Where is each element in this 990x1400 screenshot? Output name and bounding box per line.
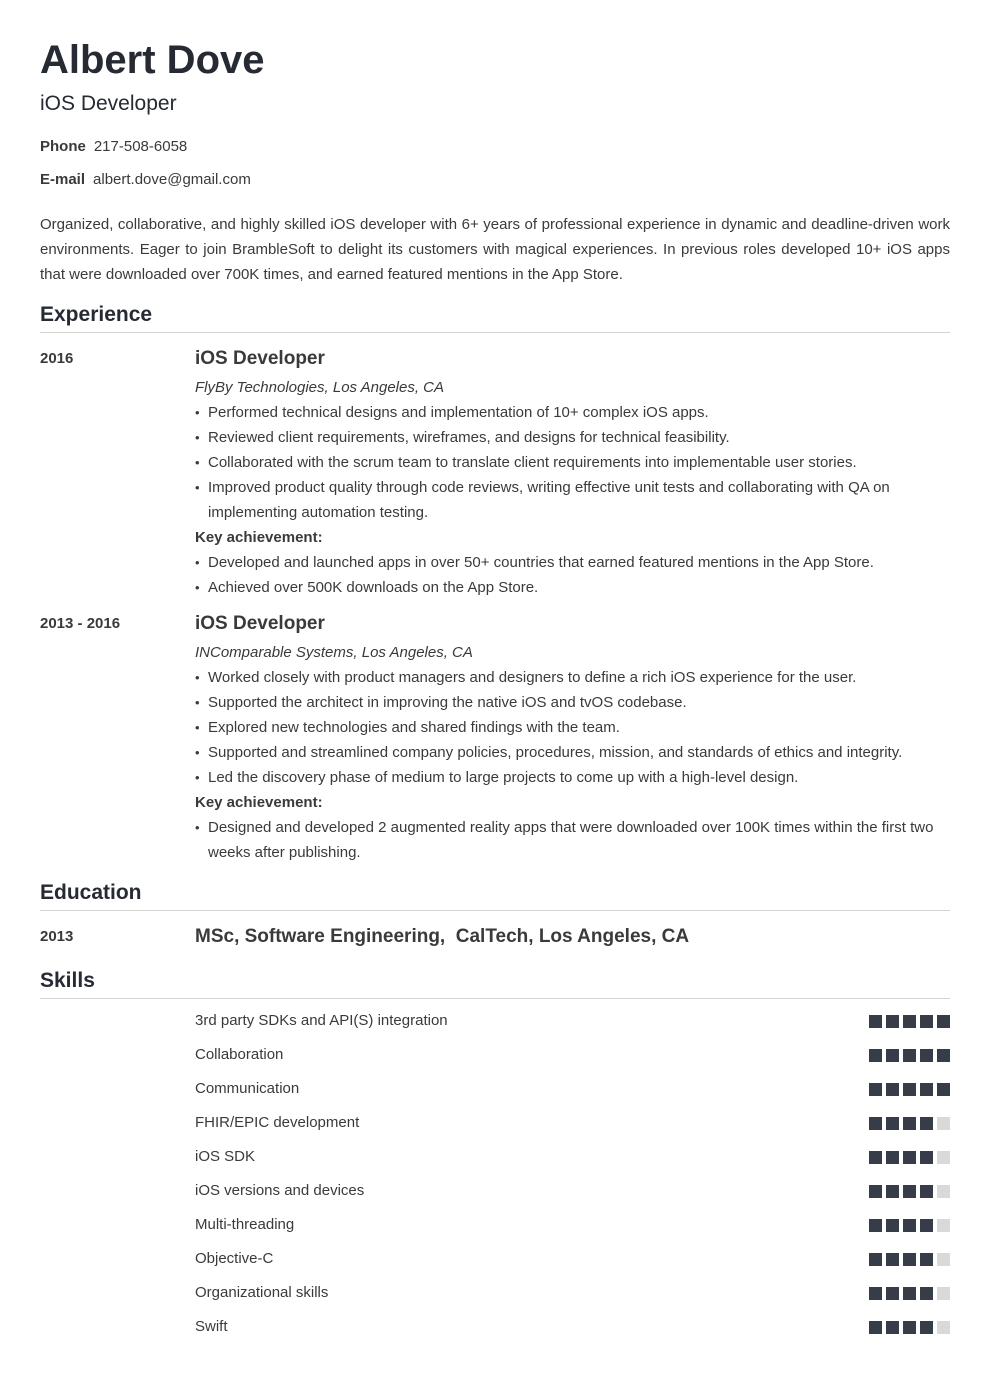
list-item: • Designed and developed 2 augmented reality apps that were downloaded over 100K times within the first two weeks after publishing. (195, 815, 950, 865)
skill-level-filled-square (903, 1219, 916, 1232)
experience-body (195, 611, 950, 865)
skill-level-bar (869, 1117, 950, 1130)
job-title: iOS Developer (195, 348, 325, 369)
list-item: • Collaborated with the scrum team to translate client requirements into implementable user stories. (195, 450, 950, 475)
skill-level-filled-square (937, 1015, 950, 1028)
list-item: • Supported and streamlined company policies, procedures, mission, and standards of ethics and integrity. (195, 740, 950, 765)
education-body (195, 925, 950, 949)
list-item: • Explored new technologies and shared findings with the team. (195, 715, 950, 740)
skill-name: 3rd party SDKs and API(S) integration (195, 1012, 448, 1029)
skill-level-empty-square (937, 1117, 950, 1130)
key-achievement-label: Key achievement: (195, 794, 323, 811)
skill-row (195, 1311, 950, 1345)
education-date: 2013 (40, 928, 74, 945)
skill-level-filled-square (869, 1185, 882, 1198)
experience-date: 2016 (40, 350, 74, 367)
skill-level-filled-square (903, 1287, 916, 1300)
skill-level-empty-square (937, 1321, 950, 1334)
skill-level-filled-square (886, 1117, 899, 1130)
skill-level-filled-square (886, 1083, 899, 1096)
list-item: • Developed and launched apps in over 50+ countries that earned featured mentions in the App Store. (195, 550, 950, 575)
list-item: • Achieved over 500K downloads on the App Store. (195, 575, 950, 600)
phone-label: Phone (40, 138, 86, 155)
skill-level-filled-square (920, 1083, 933, 1096)
skill-level-filled-square (869, 1151, 882, 1164)
list-item: • Supported the architect in improving the native iOS and tvOS codebase. (195, 690, 950, 715)
list-item: • Reviewed client requirements, wireframes, and designs for technical feasibility. (195, 425, 950, 450)
skill-level-empty-square (937, 1287, 950, 1300)
skill-row (195, 1243, 950, 1277)
skill-name: Multi-threading (195, 1216, 295, 1233)
skill-level-filled-square (920, 1253, 933, 1266)
skill-row (195, 1141, 950, 1175)
email-label: E-mail (40, 171, 86, 188)
skill-level-filled-square (920, 1219, 933, 1232)
skill-level-filled-square (920, 1151, 933, 1164)
skill-name: FHIR/EPIC development (195, 1114, 360, 1131)
skill-level-filled-square (869, 1083, 882, 1096)
skill-level-empty-square (937, 1253, 950, 1266)
skill-level-filled-square (903, 1083, 916, 1096)
phone-value: 217-508-6058 (93, 138, 188, 155)
skill-level-filled-square (886, 1287, 899, 1300)
candidate-title: iOS Developer (40, 92, 177, 115)
skill-name: iOS SDK (195, 1148, 256, 1165)
section-heading-education: Education (40, 880, 950, 911)
list-item: • Performed technical designs and implementation of 10+ complex iOS apps. (195, 400, 950, 425)
skill-level-filled-square (886, 1321, 899, 1334)
skill-level-filled-square (869, 1321, 882, 1334)
achievement-list (195, 550, 950, 600)
responsibility-list (195, 400, 950, 525)
skill-level-bar (869, 1287, 950, 1300)
job-title: iOS Developer (195, 613, 325, 634)
skill-level-filled-square (886, 1015, 899, 1028)
skill-level-bar (869, 1049, 950, 1062)
skills-list (195, 1005, 950, 1345)
skill-level-empty-square (937, 1151, 950, 1164)
skill-level-filled-square (869, 1117, 882, 1130)
skill-level-filled-square (903, 1015, 916, 1028)
achievement-list (195, 815, 950, 865)
experience-date: 2013 - 2016 (40, 615, 121, 632)
skill-row (195, 1005, 950, 1039)
skill-level-filled-square (920, 1015, 933, 1028)
skill-row (195, 1175, 950, 1209)
section-heading-experience: Experience (40, 302, 950, 333)
list-item: • Worked closely with product managers and designers to define a rich iOS experience for the user. (195, 665, 950, 690)
skill-level-filled-square (869, 1287, 882, 1300)
skill-level-filled-square (886, 1253, 899, 1266)
skill-row (195, 1039, 950, 1073)
experience-body (195, 346, 950, 600)
skill-level-filled-square (903, 1321, 916, 1334)
skill-level-filled-square (869, 1049, 882, 1062)
skill-name: Communication (195, 1080, 300, 1097)
skill-level-filled-square (920, 1117, 933, 1130)
skill-level-bar (869, 1219, 950, 1232)
email-row (40, 170, 251, 190)
skill-level-bar (869, 1083, 950, 1096)
phone-row (40, 137, 187, 157)
candidate-name: Albert Dove (40, 38, 265, 82)
email-value: albert.dove@gmail.com (93, 171, 251, 188)
skill-level-filled-square (920, 1287, 933, 1300)
skill-level-filled-square (886, 1219, 899, 1232)
skill-level-filled-square (903, 1049, 916, 1062)
skill-level-filled-square (869, 1015, 882, 1028)
skill-level-filled-square (903, 1185, 916, 1198)
skill-name: Collaboration (195, 1046, 284, 1063)
skill-level-filled-square (903, 1151, 916, 1164)
summary-paragraph: Organized, collaborative, and highly skilled iOS developer with 6+ years of professional experience in dynamic and deadline-driven work environments. Eager to join BrambleSoft to delight its customers with magical experiences. In previous roles developed 10+ iOS apps that were downloaded over 700K times, and earned featured mentions in the App Store. (40, 216, 950, 283)
skill-name: Organizational skills (195, 1284, 329, 1301)
skill-name: iOS versions and devices (195, 1182, 365, 1199)
skill-level-filled-square (920, 1321, 933, 1334)
skill-level-filled-square (903, 1253, 916, 1266)
skill-level-filled-square (886, 1185, 899, 1198)
skill-level-filled-square (920, 1185, 933, 1198)
skill-level-filled-square (920, 1049, 933, 1062)
skill-level-filled-square (886, 1049, 899, 1062)
skill-row (195, 1209, 950, 1243)
skill-level-filled-square (869, 1219, 882, 1232)
skill-level-filled-square (869, 1253, 882, 1266)
skill-level-bar (869, 1015, 950, 1028)
skill-row (195, 1107, 950, 1141)
skill-row (195, 1073, 950, 1107)
skill-name: Swift (195, 1318, 228, 1335)
skill-level-filled-square (937, 1083, 950, 1096)
skill-level-bar (869, 1253, 950, 1266)
skill-level-filled-square (886, 1151, 899, 1164)
skill-level-bar (869, 1151, 950, 1164)
skill-level-filled-square (903, 1117, 916, 1130)
list-item: • Improved product quality through code reviews, writing effective unit tests and collaborating with QA on implementing automation testing. (195, 475, 950, 525)
list-item: • Led the discovery phase of medium to large projects to come up with a high-level design. (195, 765, 950, 790)
skill-level-empty-square (937, 1185, 950, 1198)
skill-level-empty-square (937, 1219, 950, 1232)
company-location: INComparable Systems, Los Angeles, CA (195, 644, 473, 661)
skill-row (195, 1277, 950, 1311)
skill-level-filled-square (937, 1049, 950, 1062)
company-location: FlyBy Technologies, Los Angeles, CA (195, 379, 445, 396)
skill-name: Objective-C (195, 1250, 274, 1267)
section-heading-skills: Skills (40, 968, 950, 999)
key-achievement-label: Key achievement: (195, 529, 323, 546)
skill-level-bar (869, 1321, 950, 1334)
education-degree: MSc, Software Engineering, CalTech, Los Angeles, CA (195, 926, 690, 947)
responsibility-list (195, 665, 950, 790)
skill-level-bar (869, 1185, 950, 1198)
